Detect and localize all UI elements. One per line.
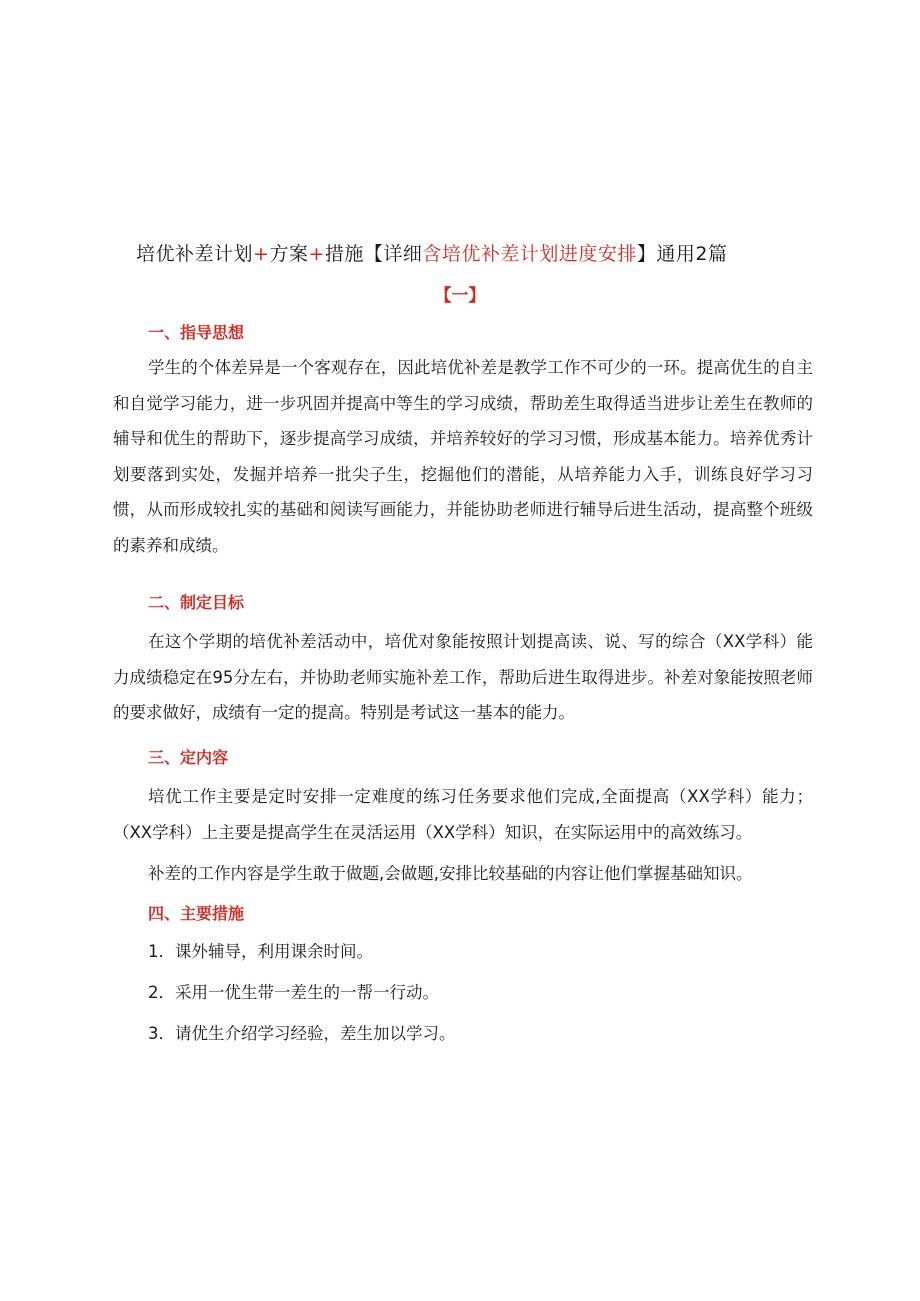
- title-plus-2: +: [308, 243, 325, 265]
- section-paragraph-3a: 培优工作主要是定时安排一定难度的练习任务要求他们完成,全面提高（XX学科）能力；（XX学科）上主要是提高学生在灵活运用（XX学科）知识，在实际运用中的高效练习。: [113, 787, 813, 842]
- list-item: 3．请优生介绍学习经验，差生加以学习。: [148, 1024, 456, 1043]
- section-paragraph-2: 在这个学期的培优补差活动中，培优对象能按照计划提高读、说、写的综合（XX学科）能力成绩稳定在95分左右，并协助老师实施补差工作，帮助后进生取得进步。补差对象能按照老师的要求做好，成绩有一定的提高。特别是考试这一基本的能力。: [113, 632, 813, 722]
- title-part-5: 】通用2篇: [636, 243, 728, 265]
- section-heading-4: 四、主要措施: [148, 904, 245, 923]
- section-heading-2: 二、制定目标: [148, 593, 245, 612]
- title-part-2: 方案: [269, 243, 309, 265]
- list-item: 2．采用一优生带一差生的一帮一行动。: [148, 983, 439, 1002]
- part-label: 【一】: [434, 286, 486, 306]
- section-paragraph-1: 学生的个体差异是一个客观存在，因此培优补差是教学工作不可少的一环。提高优生的自主和自觉学习能力，进一步巩固并提高中等生的学习成绩，帮助差生取得适当进步让差生在教师的辅导和优生的帮助下，逐步提高学习成绩，并培养较好的学习习惯，形成基本能力。培养优秀计划要落到实处，发掘并培养一批尖子生，挖掘他们的潜能，从培养能力入手，训练良好学习习惯，从而形成较扎实的基础和阅读写画能力，并能协助老师进行辅导后进生活动，提高整个班级的素养和成绩。: [113, 358, 813, 555]
- title-plus-1: +: [253, 243, 270, 265]
- title-part-3: 措施【详细: [324, 243, 423, 265]
- section-paragraph-3b: 补差的工作内容是学生敢于做题,会做题,安排比较基础的内容让他们掌握基础知识。: [148, 864, 753, 883]
- title-part-1: 培优补差计划: [136, 243, 254, 265]
- section-heading-1: 一、指导思想: [148, 323, 245, 342]
- document-title: [136, 240, 796, 268]
- title-part-4: 含培优补差计划进度安排: [422, 243, 637, 265]
- section-heading-3: 三、定内容: [148, 748, 229, 767]
- list-item: 1．课外辅导，利用课余时间。: [148, 942, 373, 961]
